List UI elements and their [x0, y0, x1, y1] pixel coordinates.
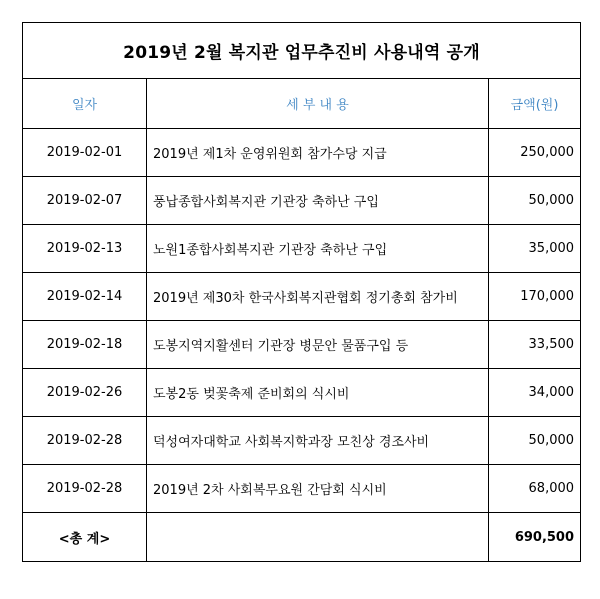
- row-date: 2019-02-18: [23, 321, 147, 369]
- expense-report-sheet: [22, 22, 580, 562]
- row-amount: 35,000: [489, 225, 581, 273]
- row-amount: 33,500: [489, 321, 581, 369]
- report-title: 2019년 2월 복지관 업무추진비 사용내역 공개: [23, 23, 581, 79]
- row-date: 2019-02-28: [23, 417, 147, 465]
- row-date: 2019-02-28: [23, 465, 147, 513]
- total-description: [147, 513, 489, 562]
- row-date: 2019-02-13: [23, 225, 147, 273]
- row-description: 노원1종합사회복지관 기관장 축하난 구입: [147, 225, 489, 273]
- row-description: 풍납종합사회복지관 기관장 축하난 구입: [147, 177, 489, 225]
- header-description: 세 부 내 용: [147, 79, 489, 129]
- row-description: 2019년 2차 사회복무요원 간담회 식시비: [147, 465, 489, 513]
- table-row: [23, 273, 581, 321]
- expense-table: [22, 22, 581, 562]
- row-amount: 34,000: [489, 369, 581, 417]
- row-date: 2019-02-14: [23, 273, 147, 321]
- row-amount: 68,000: [489, 465, 581, 513]
- row-amount: 50,000: [489, 417, 581, 465]
- table-row: [23, 177, 581, 225]
- title-row: [23, 23, 581, 79]
- row-description: 도봉2동 벚꽃축제 준비회의 식시비: [147, 369, 489, 417]
- header-row: [23, 79, 581, 129]
- table-row: [23, 417, 581, 465]
- table-row: [23, 129, 581, 177]
- row-amount: 250,000: [489, 129, 581, 177]
- total-row: [23, 513, 581, 562]
- row-date: 2019-02-07: [23, 177, 147, 225]
- row-description: 2019년 제1차 운영위원회 참가수당 지급: [147, 129, 489, 177]
- row-description: 2019년 제30차 한국사회복지관협회 정기총회 참가비: [147, 273, 489, 321]
- total-amount: 690,500: [489, 513, 581, 562]
- row-date: 2019-02-26: [23, 369, 147, 417]
- total-label: <총 계>: [23, 513, 147, 562]
- row-amount: 170,000: [489, 273, 581, 321]
- table-row: [23, 321, 581, 369]
- row-date: 2019-02-01: [23, 129, 147, 177]
- header-date: 일자: [23, 79, 147, 129]
- header-amount: 금액(원): [489, 79, 581, 129]
- row-description: 도봉지역지활센터 기관장 병문안 물품구입 등: [147, 321, 489, 369]
- row-description: 덕성여자대학교 사회복지학과장 모친상 경조사비: [147, 417, 489, 465]
- table-row: [23, 465, 581, 513]
- row-amount: 50,000: [489, 177, 581, 225]
- table-row: [23, 225, 581, 273]
- table-row: [23, 369, 581, 417]
